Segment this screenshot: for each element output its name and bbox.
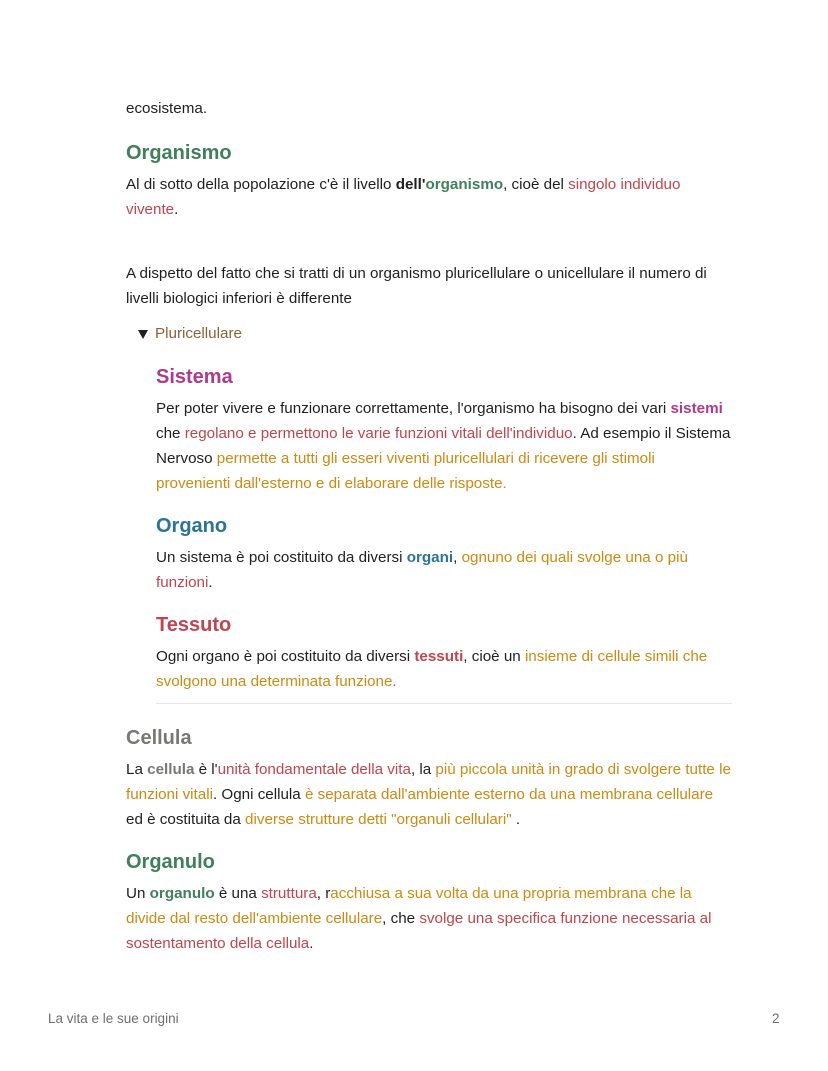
toggle-label[interactable]: Pluricellulare (155, 325, 242, 342)
paragraph-cellula: La cellula è l'unità fondamentale della vita, la più piccola unità in grado di svolgere tutte le funzioni vitali. Ogni cellula è separata dall'ambiente esterno da una membrana cellulare ed è costituita da diverse strutture detti "organuli cellulari" . (126, 761, 731, 828)
heading-organulo: Organulo (126, 851, 215, 873)
toggle-pluricellulare[interactable] (138, 321, 732, 346)
heading-cellula: Cellula (126, 727, 192, 749)
heading-tessuto: Tessuto (156, 614, 232, 636)
triangle-down-icon[interactable] (138, 330, 148, 339)
paragraph-organo: Un sistema è poi costituito da diversi organi, ognuno dei quali svolge una o più funzioni. (156, 549, 688, 591)
paragraph-tessuto: Ogni organo è poi costituito da diversi tessuti, cioè un insieme di cellule simili che svolgono una determinata funzione. (156, 648, 708, 690)
footer-page-number: 2 (772, 1011, 780, 1026)
paragraph-sistema: Per poter vivere e funzionare correttamente, l'organismo ha bisogno dei vari sistemi che regolano e permettono le varie funzioni vitali dell'individuo. Ad esempio il Sistema Nervoso permette a tutti gli esseri viventi pluricellulari di ricevere gli stimoli provenienti dall'esterno e di elaborare delle risposte. (156, 400, 731, 492)
heading-organismo: Organismo (126, 142, 232, 164)
paragraph-organulo: Un organulo è una struttura, racchiusa a sua volta da una propria membrana che la divide dal resto dell'ambiente cellulare, che svolge una specifica funzione necessaria al sostentamento della cellula. (126, 885, 712, 952)
paragraph-organismo: Al di sotto della popolazione c'è il livello dell'organismo, cioè del singolo individuo vivente. (126, 176, 681, 218)
heading-organo: Organo (156, 515, 228, 537)
toggle-content (156, 363, 732, 704)
document-content (126, 96, 732, 956)
footer-title: La vita e le sue origini (48, 1011, 179, 1026)
heading-sistema: Sistema (156, 366, 233, 388)
intro-paragraph: ecosistema. (126, 100, 208, 117)
paragraph-dispetto: A dispetto del fatto che si tratti di un organismo pluricellulare o unicellulare il numero di livelli biologici inferiori è differente (126, 265, 707, 307)
